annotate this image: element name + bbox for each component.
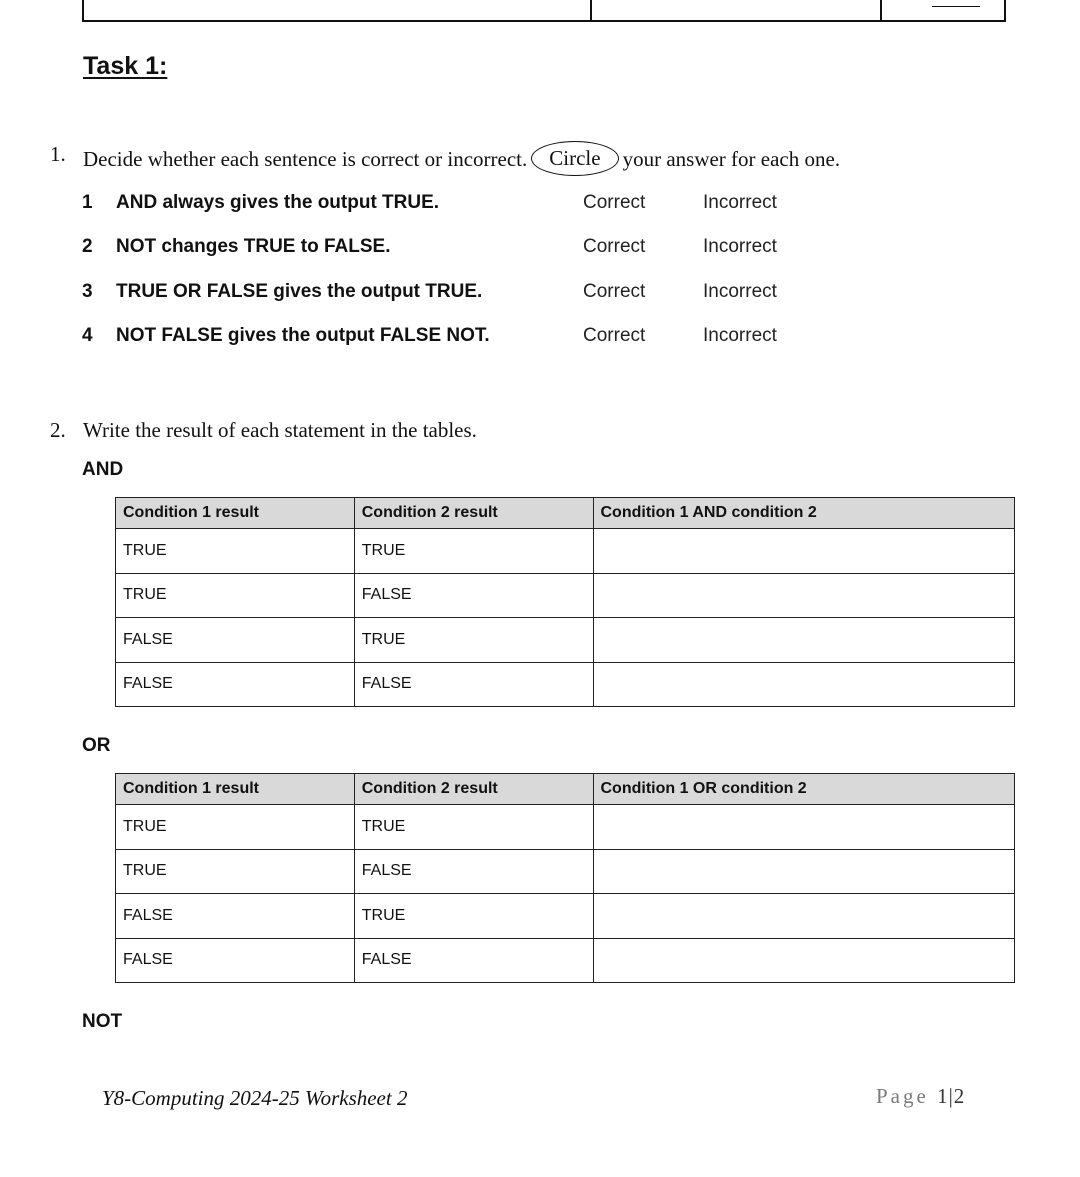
answer-cell[interactable] <box>593 529 1015 574</box>
table-row <box>116 938 1015 983</box>
column-header: Condition 2 result <box>354 774 593 805</box>
or-truth-table <box>115 773 1015 983</box>
condition-1-cell: TRUE <box>116 805 355 850</box>
page-word: Page <box>876 1084 929 1108</box>
answer-cell[interactable] <box>593 894 1015 939</box>
question-1-instruction <box>83 142 840 177</box>
question-1-text-before: Decide whether each sentence is correct or incorrect. <box>83 147 528 171</box>
table-row <box>116 805 1015 850</box>
statement-row-2 <box>0 236 1080 266</box>
condition-2-cell: TRUE <box>354 529 593 574</box>
student-info-header <box>82 0 1006 22</box>
not-section-label: NOT <box>82 1011 123 1032</box>
condition-2-cell: TRUE <box>354 894 593 939</box>
question-2-instruction: Write the result of each statement in the tables. <box>83 418 477 442</box>
statement-number: 3 <box>82 281 93 302</box>
table-header-row <box>116 774 1015 805</box>
statement-row-4 <box>0 325 1080 355</box>
condition-1-cell: TRUE <box>116 849 355 894</box>
and-section-label: AND <box>82 459 124 480</box>
condition-2-cell: FALSE <box>354 849 593 894</box>
condition-2-cell: FALSE <box>354 573 593 618</box>
column-header: Condition 1 result <box>116 498 355 529</box>
condition-1-cell: FALSE <box>116 894 355 939</box>
statement-row-1 <box>0 192 1080 222</box>
table-row <box>116 618 1015 663</box>
condition-1-cell: TRUE <box>116 529 355 574</box>
statement-number: 4 <box>82 325 93 346</box>
table-row <box>116 849 1015 894</box>
answer-cell[interactable] <box>593 938 1015 983</box>
and-truth-table <box>115 497 1015 707</box>
option-incorrect[interactable]: Incorrect <box>703 236 777 257</box>
condition-2-cell: FALSE <box>354 662 593 707</box>
option-correct[interactable]: Correct <box>583 281 646 302</box>
answer-cell[interactable] <box>593 618 1015 663</box>
statement-text: NOT changes TRUE to FALSE. <box>116 236 391 257</box>
footer-worksheet-title: Y8-Computing 2024-25 Worksheet 2 <box>102 1086 408 1110</box>
condition-1-cell: FALSE <box>116 662 355 707</box>
table-row <box>116 662 1015 707</box>
condition-1-cell: TRUE <box>116 573 355 618</box>
option-correct[interactable]: Correct <box>583 192 646 213</box>
answer-cell[interactable] <box>593 849 1015 894</box>
statement-number: 1 <box>82 192 93 213</box>
statement-text: AND always gives the output TRUE. <box>116 192 440 213</box>
class-blank-line <box>932 6 980 7</box>
condition-2-cell: TRUE <box>354 618 593 663</box>
or-section-label: OR <box>82 735 111 756</box>
footer-page-indicator <box>876 1084 965 1109</box>
column-header: Condition 1 result <box>116 774 355 805</box>
option-incorrect[interactable]: Incorrect <box>703 192 777 213</box>
condition-1-cell: FALSE <box>116 618 355 663</box>
task-title: Task 1: <box>83 52 168 80</box>
table-row <box>116 573 1015 618</box>
name-cell[interactable] <box>84 0 592 20</box>
column-header: Condition 2 result <box>354 498 593 529</box>
statement-text: NOT FALSE gives the output FALSE NOT. <box>116 325 490 346</box>
condition-2-cell: TRUE <box>354 805 593 850</box>
condition-2-cell: FALSE <box>354 938 593 983</box>
answer-cell[interactable] <box>593 573 1015 618</box>
option-incorrect[interactable]: Incorrect <box>703 325 777 346</box>
class-cell[interactable] <box>882 0 1006 20</box>
statement-row-3 <box>0 281 1080 311</box>
page-number: 1|2 <box>937 1084 966 1108</box>
option-incorrect[interactable]: Incorrect <box>703 281 777 302</box>
column-header: Condition 1 AND condition 2 <box>593 498 1015 529</box>
condition-1-cell: FALSE <box>116 938 355 983</box>
table-row <box>116 894 1015 939</box>
statement-number: 2 <box>82 236 93 257</box>
question-1-text-after: your answer for each one. <box>622 147 841 171</box>
question-2-number: 2. <box>50 418 66 442</box>
column-header: Condition 1 OR condition 2 <box>593 774 1015 805</box>
table-header-row <box>116 498 1015 529</box>
answer-cell[interactable] <box>593 662 1015 707</box>
question-1-number: 1. <box>50 142 66 166</box>
table-row <box>116 529 1015 574</box>
student-id-cell[interactable] <box>592 0 882 20</box>
option-correct[interactable]: Correct <box>583 325 646 346</box>
answer-cell[interactable] <box>593 805 1015 850</box>
circle-word: Circle <box>531 141 618 176</box>
option-correct[interactable]: Correct <box>583 236 646 257</box>
statement-text: TRUE OR FALSE gives the output TRUE. <box>116 281 483 302</box>
